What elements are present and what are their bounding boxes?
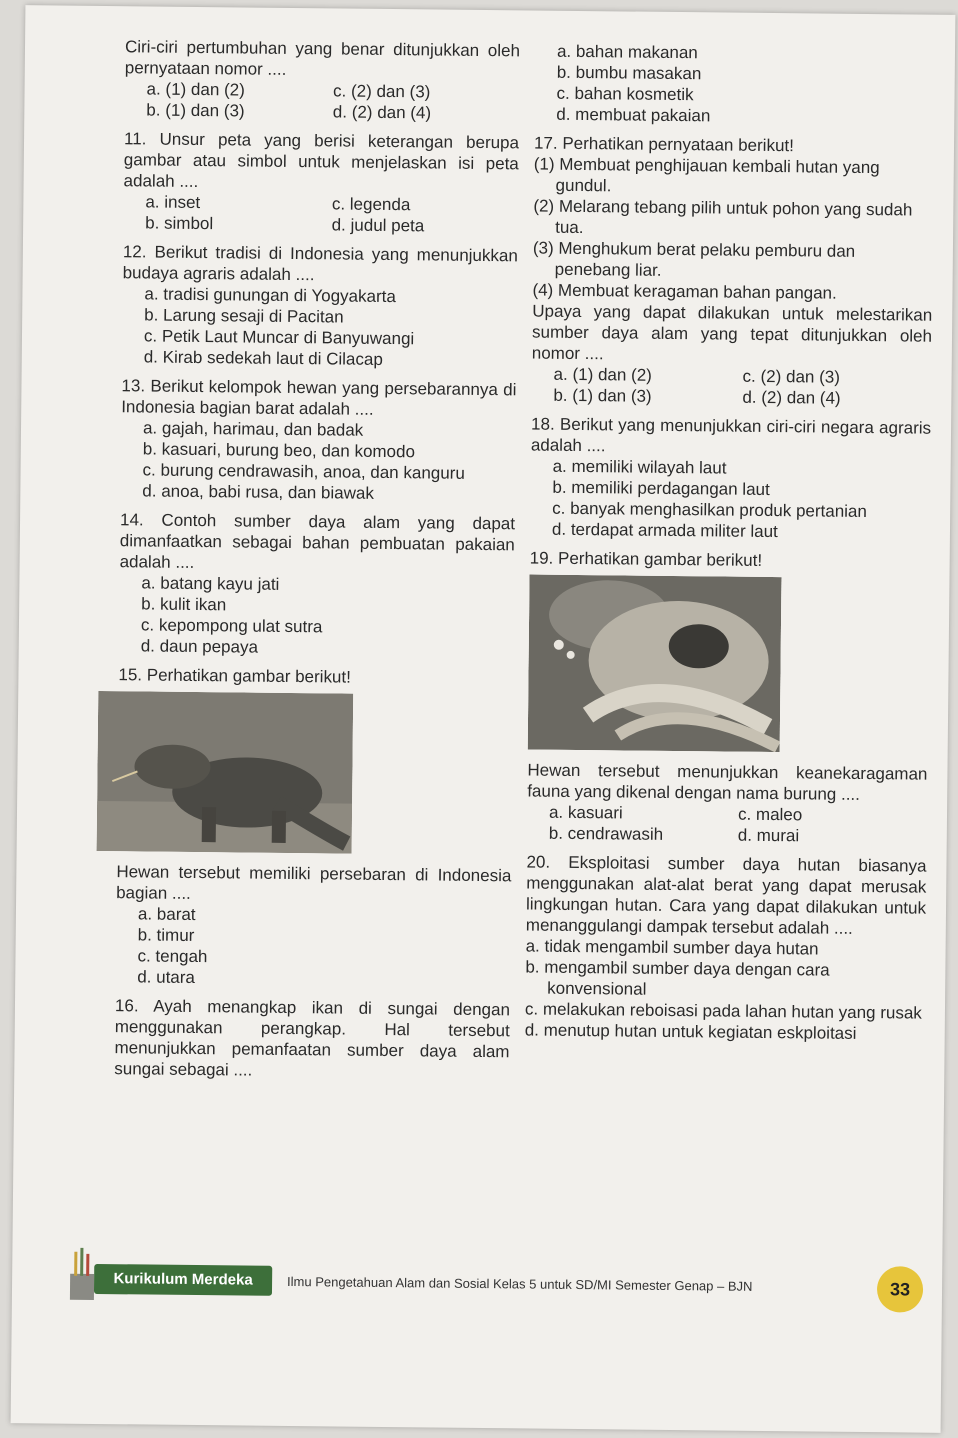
question-12-stem: 12. Berikut tradisi di Indonesia yang menunjukkan budaya agraris adalah .... xyxy=(122,242,518,285)
q13-option-c[interactable]: c. burung cendrawasih, anoa, dan kanguru xyxy=(142,460,465,483)
q20-option-d[interactable]: d. menutup hutan untuk kegiatan eskploitasi xyxy=(524,1020,857,1043)
right-column xyxy=(525,41,936,1053)
q13-option-d[interactable]: d. anoa, babi rusa, dan biawak xyxy=(142,481,375,503)
q11-option-a[interactable]: a. inset xyxy=(145,192,201,213)
question-13-stem: 13. Berikut kelompok hewan yang persebarannya di Indonesia bagian barat adalah .... xyxy=(121,376,517,419)
komodo-photo xyxy=(97,691,354,854)
q17-item-4: (4) Membuat keragaman bahan pangan. xyxy=(532,280,837,303)
question-19 xyxy=(527,547,930,847)
q18-option-b[interactable]: b. memiliki perdagangan laut xyxy=(552,477,770,499)
q10-option-a[interactable]: a. (1) dan (2) xyxy=(146,79,245,100)
q14-option-b[interactable]: b. kulit ikan xyxy=(141,594,227,615)
question-18-stem: 18. Berikut yang menunjukkan ciri-ciri negara agraris adalah .... xyxy=(530,414,932,456)
q17-option-b[interactable]: b. (1) dan (3) xyxy=(553,385,652,406)
q10-option-d[interactable]: d. (2) dan (4) xyxy=(332,102,432,123)
q11-option-d[interactable]: d. judul peta xyxy=(331,215,425,236)
q19-option-c[interactable]: c. maleo xyxy=(737,804,803,825)
q10-option-b[interactable]: b. (1) dan (3) xyxy=(146,100,245,121)
page-number: 33 xyxy=(877,1266,923,1312)
question-10 xyxy=(124,36,520,124)
question-20 xyxy=(525,851,927,1044)
q11-option-b[interactable]: b. simbol xyxy=(145,213,214,234)
bird-of-paradise-photo xyxy=(528,574,782,752)
q19-option-a[interactable]: a. kasuari xyxy=(548,802,623,823)
q15-option-a[interactable]: a. barat xyxy=(137,904,196,925)
q13-option-a[interactable]: a. gajah, harimau, dan badak xyxy=(142,418,364,440)
prev-option-a[interactable]: a. bahan makanan xyxy=(556,41,698,63)
prev-option-d[interactable]: d. membuat pakaian xyxy=(556,104,711,126)
q18-option-c[interactable]: c. banyak menghasilkan produk pertanian xyxy=(552,498,867,522)
book-title: Ilmu Pengetahuan Alam dan Sosial Kelas 5 untuk SD/MI Semester Genap – BJN xyxy=(287,1273,753,1294)
question-17-stem: 17. Perhatikan pernyataan berikut! xyxy=(533,133,795,156)
curriculum-brand: Kurikulum Merdeka xyxy=(94,1264,272,1296)
q11-option-c[interactable]: c. legenda xyxy=(331,194,411,215)
q17-option-c[interactable]: c. (2) dan (3) xyxy=(742,366,841,387)
question-16-stem: 16. Ayah menangkap ikan di sungai dengan menggunakan perangkap. Hal tersebut menunjukkan pemanfaatan sumber daya alam sungai sebagai .... xyxy=(114,996,511,1080)
question-19-stem: 19. Perhatikan gambar berikut! xyxy=(529,548,763,570)
q14-option-a[interactable]: a. batang kayu jati xyxy=(141,573,280,594)
question-15-stem: 15. Perhatikan gambar berikut! xyxy=(118,665,351,687)
question-20-stem: 20. Eksploitasi sumber daya hutan biasanya menggunakan alat-alat berat yang dapat merusak lingkungan hutan. Cara yang dapat dilakukan untuk menanggulangi dampak tersebut adalah .... xyxy=(525,852,927,938)
question-15 xyxy=(115,664,513,991)
question-10-stem: Ciri-ciri pertumbuhan yang benar ditunjukkan oleh pernyataan nomor .... xyxy=(124,37,521,79)
previous-question-options xyxy=(534,41,935,129)
q17-item-1: (1) Membuat penghijauan kembali hutan yang gundul. xyxy=(533,154,880,196)
q12-option-a[interactable]: a. tradisi gunungan di Yogyakarta xyxy=(144,284,396,307)
q19-option-b[interactable]: b. cendrawasih xyxy=(548,823,664,844)
q18-option-d[interactable]: d. terdapat armada militer laut xyxy=(551,519,778,542)
q15-option-d[interactable]: d. utara xyxy=(137,967,196,987)
q15-option-b[interactable]: b. timur xyxy=(137,925,195,945)
q17-item-3: (3) Menghukum berat pelaku pemburu dan penebang liar. xyxy=(532,238,856,280)
question-19-after: Hewan tersebut menunjukkan keanekaragaman fauna yang dikenal dengan nama burung .... xyxy=(527,760,928,804)
q20-option-b[interactable]: b. mengambil sumber daya dengan cara konvensional xyxy=(525,957,830,999)
q12-option-d[interactable]: d. Kirab sedekah laut di Cilacap xyxy=(143,347,383,369)
question-18 xyxy=(530,413,931,543)
question-16 xyxy=(114,995,510,1083)
prev-option-c[interactable]: c. bahan kosmetik xyxy=(556,83,694,105)
q14-option-c[interactable]: c. kepompong ulat sutra xyxy=(140,615,323,637)
q12-option-b[interactable]: b. Larung sesaji di Pacitan xyxy=(144,305,344,327)
question-17-after: Upaya yang dapat dilakukan untuk melestarikan sumber daya alam yang tepat ditunjukkan oleh nomor .... xyxy=(531,301,933,364)
question-13 xyxy=(120,375,516,505)
question-17 xyxy=(531,133,934,410)
q20-option-c[interactable]: c. melakukan reboisasi pada lahan hutan yang rusak xyxy=(524,999,922,1023)
question-11 xyxy=(123,128,519,237)
q15-option-c[interactable]: c. tengah xyxy=(137,946,208,967)
q17-option-d[interactable]: d. (2) dan (4) xyxy=(742,387,841,408)
q10-option-c[interactable]: c. (2) dan (3) xyxy=(332,81,431,102)
q17-item-2: (2) Melarang tebang pilih untuk pohon yang sudah tua. xyxy=(533,196,913,238)
question-11-stem: 11. Unsur peta yang berisi keterangan berupa gambar atau simbol untuk menjelaskan isi peta adalah .... xyxy=(123,129,520,191)
prev-option-b[interactable]: b. bumbu masakan xyxy=(556,62,702,84)
question-12 xyxy=(122,241,518,371)
q17-option-a[interactable]: a. (1) dan (2) xyxy=(553,364,652,385)
q19-option-d[interactable]: d. murai xyxy=(737,825,800,846)
question-15-after: Hewan tersebut memiliki persebaran di Indonesia bagian .... xyxy=(116,862,512,903)
q13-option-b[interactable]: b. kasuari, burung beo, dan komodo xyxy=(142,439,416,462)
q20-option-a[interactable]: a. tidak mengambil sumber daya hutan xyxy=(525,936,819,959)
left-column xyxy=(114,36,520,1091)
q12-option-c[interactable]: c. Petik Laut Muncar di Banyuwangi xyxy=(143,326,415,349)
question-14-stem: 14. Contoh sumber daya alam yang dapat dimanfaatkan sebagai bahan pembuatan pakaian adalah .... xyxy=(119,510,516,572)
page-footer xyxy=(72,1246,933,1315)
q18-option-a[interactable]: a. memiliki wilayah laut xyxy=(552,456,727,478)
worksheet-page xyxy=(11,5,956,1433)
question-14 xyxy=(119,509,516,660)
q14-option-d[interactable]: d. daun pepaya xyxy=(140,636,259,657)
